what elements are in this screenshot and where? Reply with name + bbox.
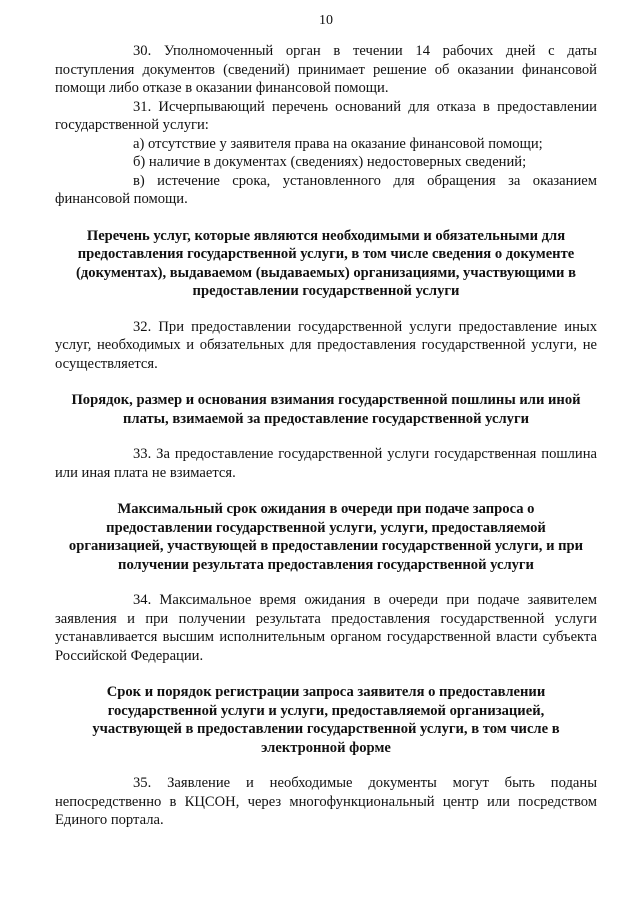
paragraph-31: 31. Исчерпывающий перечень оснований для отказа в предоставлении государственной услуги: [55, 98, 597, 133]
paragraph-32: 32. При предоставлении государственной услуги предоставление иных услуг, необходимых и обязательных для предоставления государственной услуги, не осуществляется. [55, 318, 597, 372]
list-item-v: в) истечение срока, установленного для обращения за оказанием финансовой помощи. [55, 172, 597, 207]
section-heading-services: Перечень услуг, которые являются необходимыми и обязательными для предоставления государственной услуги, в том числе сведения о документе (документах), выдаваемом (выдаваемых) организациями, участвующими в предоставлении государственной услуги [76, 227, 576, 299]
section-heading-queue: Максимальный срок ожидания в очереди при подаче запроса о предоставлении государственной услуги, услуги, предоставляемой организацией, участвующей в предоставлении государственной услуги, и при получении результата предоставления государственной услуги [68, 501, 584, 573]
section-heading-fee: Порядок, размер и основания взимания государственной пошлины или иной платы, взимаемой за предоставление государственной услуги [71, 392, 581, 427]
paragraph-34: 34. Максимальное время ожидания в очереди при подаче заявителем заявления и при получении результата предоставления государственной услуги устанавливается высшим исполнительным органом государственной власти субъекта Российской Федерации. [55, 592, 597, 664]
paragraph-33: 33. За предоставление государственной услуги государственная пошлина или иная плата не взимается. [55, 446, 597, 481]
page-number: 10 [319, 13, 333, 28]
list-item-a: а) отсутствие у заявителя права на оказание финансовой помощи; [133, 135, 543, 152]
list-item-b: б) наличие в документах (сведениях) недостоверных сведений; [133, 154, 527, 170]
paragraph-35: 35. Заявление и необходимые документы могут быть поданы непосредственно в КЦСОН, через многофункциональный центр или посредством Единого портала. [55, 775, 597, 828]
paragraph-30: 30. Уполномоченный орган в течении 14 рабочих дней с даты поступления документов (сведений) принимает решение об оказании финансовой помощи либо отказе в оказании финансовой помощи. [55, 43, 597, 96]
section-heading-registration: Срок и порядок регистрации запроса заявителя о предоставлении государственной услуги и услуги, предоставляемой организацией, участвующей в предоставлении государственной услуги, в том числе в электронной форме [92, 684, 560, 756]
